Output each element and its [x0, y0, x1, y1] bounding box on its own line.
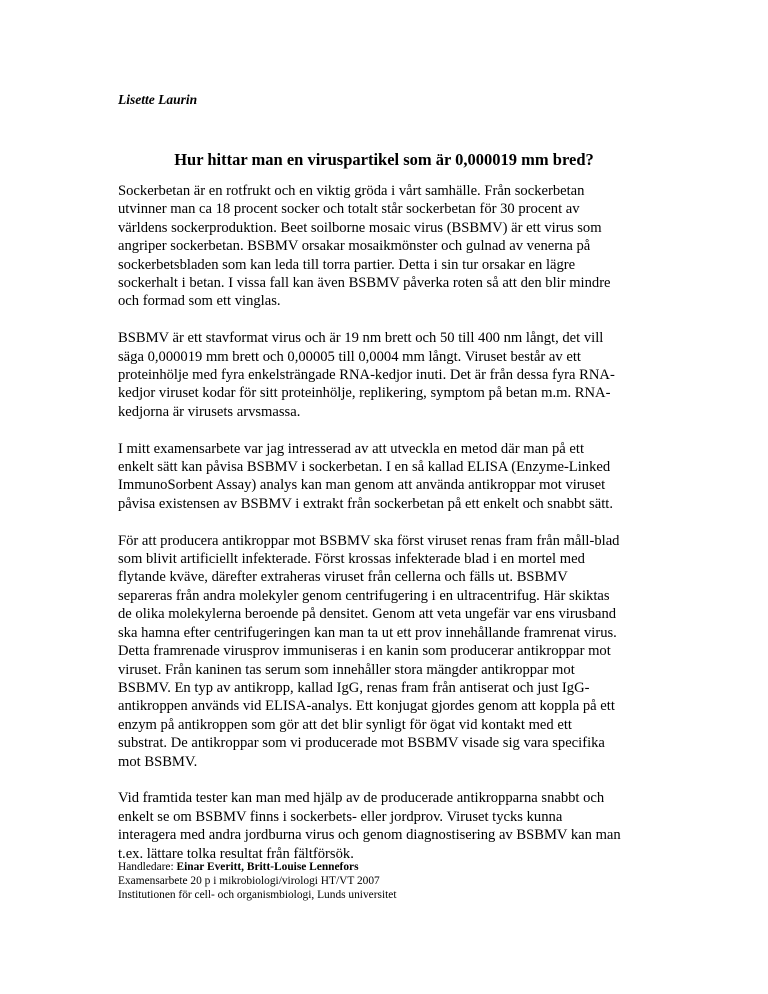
paragraph-antibody-production: För att producera antikroppar mot BSBMV ska först viruset renas fram från måll-blad som blivit artificiellt infekterade. Först krossas infekterade blad i en mortel med flytande kväve, därefter extraheras viruset från cellerna och fälls ut. BSBMV separeras från andra molekyler genom centrifugering i en ultracentrifug. Här skiktas de olika molekylerna beroende på densitet. Genom att veta ungefär var ens virusband ska hamna efter centrifugeringen kan man ta ut ett prov innehållande framrenat virus. Detta framrenade virusprov immuniseras i en kanin som producerar antikroppar mot viruset. Från kaninen tas serum som innehåller stora mängder antikroppar mot BSBMV. En typ av antikropp, kallad IgG, renas fram från antiserat och just IgG- antikroppen används vid ELISA-analys. Ett konjugat gjordes genom att koppla på ett enzym på antikroppen som gör att det blir synligt för ögat vid kontakt med ett substrat. De antikroppar som vi producerade mot BSBMV visade sig vara specifika mot BSBMV. [118, 532, 620, 770]
paragraph-elisa: I mitt examensarbete var jag intresserad av att utveckla en metod där man på ett enkelt sätt kan påvisa BSBMV i sockerbetan. I en så kallad ELISA (Enzyme-Linked ImmunoSorbent Assay) analys kan man genom att använda antikroppar mot viruset påvisa existensen av BSBMV i extrakt från sockerbetan på ett enkelt och snabbt sätt. [118, 440, 613, 512]
paragraph-virus-structure: BSBMV är ett stavformat virus och är 19 nm brett och 50 till 400 nm långt, det vill säga 0,000019 mm brett och 0,00005 till 0,0004 mm långt. Viruset består av ett proteinhölje med fyra enkelsträngade RNA-kedjor inuti. Det är från dessa fyra RNA- kedjor viruset kodar för sitt proteinhölje, replikering, symptom på betan m.m. RNA- kedjorna är virusets arvsmassa. [118, 330, 615, 420]
supervisor-names: Einar Everitt, Britt-Louise Lennefors [176, 861, 359, 873]
supervisor-label: Handledare: [118, 861, 177, 873]
body-text [118, 182, 658, 881]
author-name: Lisette Laurin [118, 92, 198, 107]
footer [118, 860, 397, 903]
supervisor-line [118, 860, 397, 874]
institution-line: Institutionen för cell- och organismbiologi, Lunds universitet [118, 889, 397, 902]
document-title: Hur hittar man en viruspartikel som är 0,000019 mm bred? [174, 150, 594, 169]
course-line: Examensarbete 20 p i mikrobiologi/virologi HT/VT 2007 [118, 875, 380, 888]
paragraph-future-tests: Vid framtida tester kan man med hjälp av de producerade antikropparna snabbt och enkelt se om BSBMV finns i sockerbets- eller jordprov. Viruset tycks kunna interagera med andra jordburna virus och genom diagnostisering av BSBMV kan man t.ex. lättare tolka resultat från fältförsök. [118, 790, 621, 862]
paragraph-intro: Sockerbetan är en rotfrukt och en viktig gröda i vårt samhälle. Från sockerbetan utvinner man ca 18 procent socker och totalt står sockerbetan för 30 procent av världens sockerproduktion. Beet soilborne mosaic virus (BSBMV) är ett virus som angriper sockerbetan. BSBMV orsakar mosaikmönster och gulnad av venerna på sockerbetsbladen som kan leda till torra partier. Detta i sin tur orsakar en lägre sockerhalt i betan. I vissa fall kan även BSBMV påverka roten så att den blir mindre och formad som ett vinglas. [118, 183, 611, 310]
